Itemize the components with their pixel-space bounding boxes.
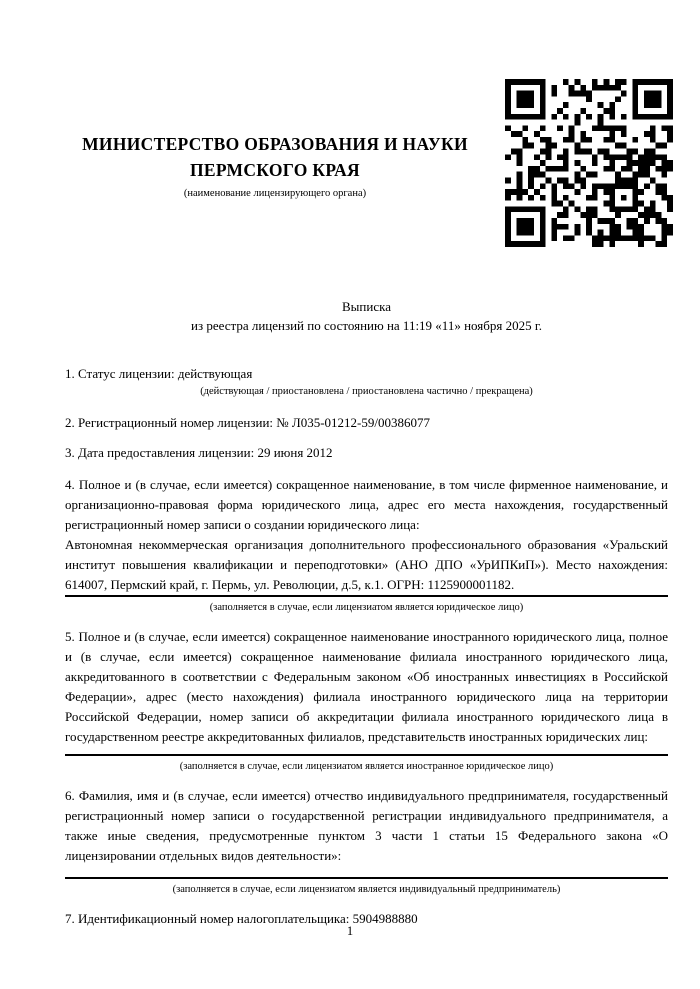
entrepreneur-question: 6. Фамилия, имя и (в случае, если имеется) отчество индивидуального предпринимателя, государственный регистрационный номер записи о государственной регистрации индивидуального предпринимателя, а также иные сведения, предусмотренные пунктом 3 части 1 статьи 15 Федерального закона «О лицензировании отдельных видов деятельности»: xyxy=(65,788,668,863)
document-title-line2: из реестра лицензий по состоянию на 11:19 «11» ноября 2025 г. xyxy=(191,318,542,333)
qr-code xyxy=(505,79,673,247)
taxpayer-number-text: 7. Идентификационный номер налогоплательщика: 5904988880 xyxy=(65,911,418,926)
licensing-authority-block xyxy=(65,131,485,199)
page-number: 1 xyxy=(346,924,354,938)
registration-number-text: 2. Регистрационный номер лицензии: № Л035-01212-59/00386077 xyxy=(65,415,431,430)
legal-entity-question: 4. Полное и (в случае, если имеется) сокращенное наименование, в том числе фирменное наименование, и организационно-правовая форма юридического лица, адрес его места нахождения, государственный регистрационный номер записи о создании юридического лица: xyxy=(65,477,668,532)
entrepreneur-caption: (заполняется в случае, если лицензиатом является индивидуальный предприниматель) xyxy=(172,884,561,895)
license-status-text: 1. Статус лицензии: действующая xyxy=(65,366,253,381)
item-license-status xyxy=(65,364,668,399)
authority-name-line2: ПЕРМСКОГО КРАЯ xyxy=(190,160,360,180)
item-individual-entrepreneur xyxy=(65,786,668,897)
document-title xyxy=(65,297,668,335)
item-foreign-entity xyxy=(65,627,668,774)
license-status-options-caption: (действующая / приостановлена / приостановлена частично / прекращена) xyxy=(200,386,533,397)
authority-name-line1: МИНИСТЕРСТВО ОБРАЗОВАНИЯ И НАУКИ xyxy=(82,134,468,154)
legal-entity-caption: (заполняется в случае, если лицензиатом является юридическое лицо) xyxy=(209,602,524,613)
license-date-text: 3. Дата предоставления лицензии: 29 июня 2012 xyxy=(65,445,333,460)
item-license-date xyxy=(65,443,668,463)
entrepreneur-blank-line xyxy=(65,866,668,879)
item-registration-number xyxy=(65,413,668,433)
foreign-entity-blank-line xyxy=(65,747,668,756)
authority-caption: (наименование лицензирующего органа) xyxy=(183,188,367,199)
document-body xyxy=(65,364,668,929)
document-title-line1: Выписка xyxy=(342,299,391,314)
legal-entity-value: Автономная некоммерческая организация дополнительного профессионального образования «Уральский институт повышения квалификации и переподготовки» (АНО ДПО «УрИПКиП»). Место нахождения: 614007, Пермский край, г. Пермь, ул. Революции, д.5, к.1. ОГРН: 1125900001182. xyxy=(65,535,668,597)
foreign-entity-caption: (заполняется в случае, если лицензиатом является иностранное юридическое лицо) xyxy=(179,761,554,772)
item-legal-entity xyxy=(65,475,668,615)
foreign-entity-question: 5. Полное и (в случае, если имеется) сокращенное наименование иностранного юридического лица, полное и (в случае, если имеется) сокращенное наименование филиала иностранного юридического лица, аккредитованного в соответствии с Федеральным законом «Об иностранных инвестициях в Российской Федерации», адрес (место нахождения) филиала иностранного юридического лица на территории Российской Федерации, номер записи об аккредитации филиала иностранного юридического лица в государственном реестре аккредитованных филиалов, представительств иностранных юридических лиц: xyxy=(65,629,668,744)
